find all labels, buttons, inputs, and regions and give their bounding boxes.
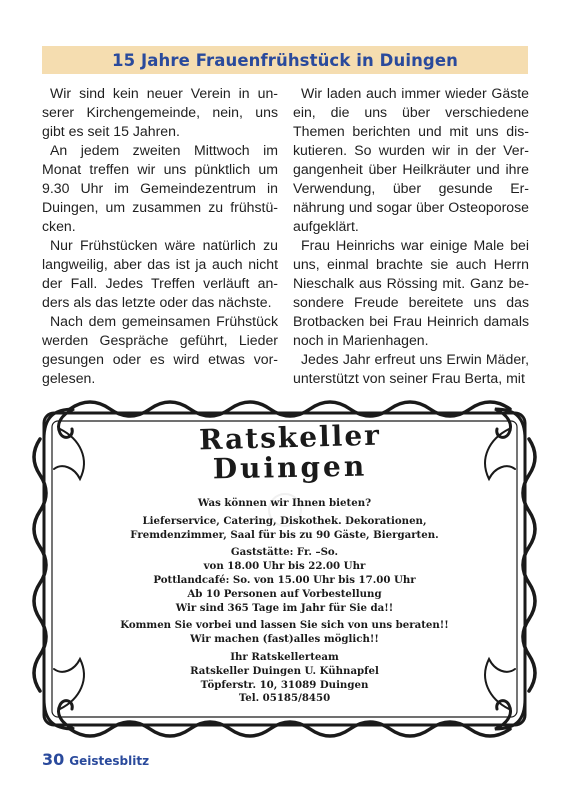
paragraph: Wir laden auch immer wieder Gäste ein, die uns über verschiedene Themen berichten und mit uns diskutieren. So wurden wir in der Vergangenheit über Heilkräuter und ihre Verwendung, über gesunde Ernährung und sogar über Osteoporose aufgeklärt. [293,85,529,234]
article-column-right [293,84,529,388]
ad-title-ratskeller: Ratskeller [198,418,382,457]
ad-reservation: Ab 10 Personen auf Vorbestellung [187,587,382,600]
ad-phone: Tel. 05185/8450 [238,692,331,705]
paragraph: Frau Heinrichs war einige Male bei uns, einmal brachte sie auch Herrn Nieschalk aus Rössing mit. Ganz besondere Freude bereitete uns das Brotbacken bei Frau Heinrich damals noch in Marienhagen. [293,237,529,348]
ad-invite: Kommen Sie vorbei und lassen Sie sich von uns beraten!! [120,619,449,632]
ad-services: Lieferservice, Catering, Diskothek. Dekorationen, [142,514,427,527]
ad-question: Was können wir Ihnen bieten? [197,497,372,509]
paragraph: Jedes Jahr erfreut uns Erwin Mäder, unterstützt von seiner Frau Berta, mit [293,351,529,386]
ratskeller-advertisement [30,399,539,739]
ad-hours-label: Gaststätte: Fr. –So. [230,546,339,559]
magazine-name: Geistesblitz [69,754,150,768]
ad-services: Fremdenzimmer, Saal für bis zu 90 Gäste, Biergarten. [130,528,439,541]
article-title-banner [42,46,528,74]
page-footer [42,750,149,769]
ad-cafe-hours: Pottlandcafé: So. von 15.00 Uhr bis 17.00 Uhr [153,573,416,586]
ad-address: Töpferstr. 10, 31089 Duingen [200,678,369,691]
paragraph: Nur Frühstücken wäre natürlich zu langweilig, aber das ist ja auch nicht der Fall. Jedes Treffen verläuft anders als das letzte oder das nächste. [42,237,278,310]
paragraph: An jedem zweiten Mittwoch im Monat treffen wir uns pünktlich um 9.30 Uhr im Gemeindezentrum in Duingen, um zusammen zu frühstücken. [42,142,278,234]
article-column-left [42,84,278,388]
paragraph: Wir sind kein neuer Verein in unserer Kirchengemeinde, nein, uns gibt es seit 15 Jahren. [42,85,278,139]
ad-title-duingen: Duingen [212,449,368,486]
ad-days: Wir sind 365 Tage im Jahr für Sie da!! [175,601,394,614]
ad-invite: Wir machen (fast)alles möglich!! [190,633,379,646]
ad-signature: Ratskeller Duingen U. Kühnapfel [190,664,379,677]
page-number: 30 [42,750,65,769]
ad-signature: Ihr Ratskellerteam [230,650,339,663]
article-title: 15 Jahre Frauenfrühstück in Duingen [112,50,458,70]
paragraph: Nach dem gemeinsamen Frühstück werden Gespräche geführt, Lieder gesungen oder es wird etwas vorgelesen. [42,313,278,386]
ad-hours-time: von 18.00 Uhr bis 22.00 Uhr [203,560,366,573]
ad-body [70,497,499,706]
